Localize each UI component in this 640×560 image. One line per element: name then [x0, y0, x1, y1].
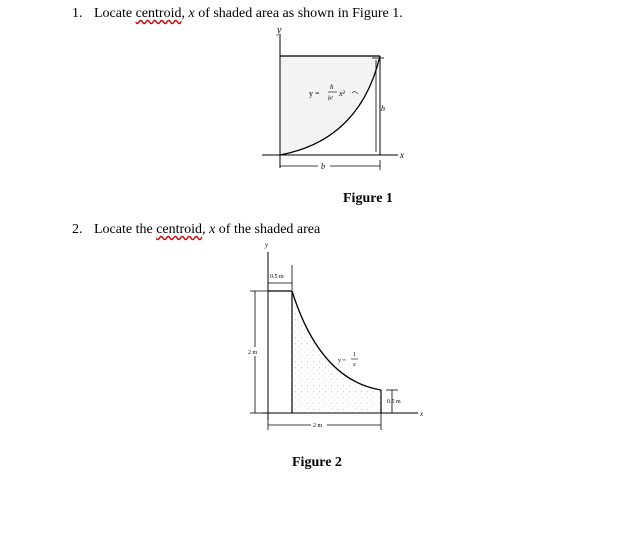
figure-2-equation-numerator: 1 [353, 352, 356, 358]
figure-1-equation-denominator: b² [328, 96, 333, 102]
question-1-variable: x [188, 6, 195, 21]
figure-2-caption: Figure 2 [292, 455, 342, 470]
question-2-keyword: centroid [156, 222, 203, 237]
figure-1-x-axis-label: x [400, 150, 404, 160]
question-2-number: 2. [72, 222, 83, 237]
figure-2-equation-left: y = [338, 358, 346, 364]
figure-1-equation-numerator: h [330, 83, 334, 91]
question-1-comma: , [181, 6, 185, 21]
question-1-prefix: Locate [94, 6, 136, 21]
question-2-comma: , [202, 222, 206, 237]
figure-2-bottom-dimension-label: 2 m [313, 423, 323, 429]
question-1-suffix: of shaded area as shown in Figure 1. [194, 6, 403, 21]
figure-2-y-axis-label: y [265, 241, 269, 249]
figure-1-equation-right: x² [339, 89, 345, 98]
figure-2-right-dimension-label: 0.5 m [387, 399, 401, 405]
figure-1-h-label: h [381, 104, 385, 113]
figure-2-x-axis-label: x [420, 410, 424, 418]
question-1-keyword: centroid [135, 6, 182, 21]
figure-1-equation-left: y = [309, 89, 320, 98]
figure-2-equation-denominator: x [353, 362, 356, 368]
question-2-variable: x [209, 222, 216, 237]
question-1-number: 1. [72, 6, 83, 21]
figure-1-y-axis-label: y [277, 25, 282, 36]
figure-2-top-dimension-label: 0.5 m [270, 274, 284, 280]
figure-1-caption: Figure 1 [343, 191, 393, 206]
question-2-suffix: of the shaded area [215, 222, 321, 237]
question-2-prefix: Locate the [94, 222, 157, 237]
figure-1-b-label: b [321, 162, 325, 171]
figure-2-left-dimension-label: 2 m [248, 350, 258, 356]
figure-2-shaded-area [292, 291, 381, 413]
